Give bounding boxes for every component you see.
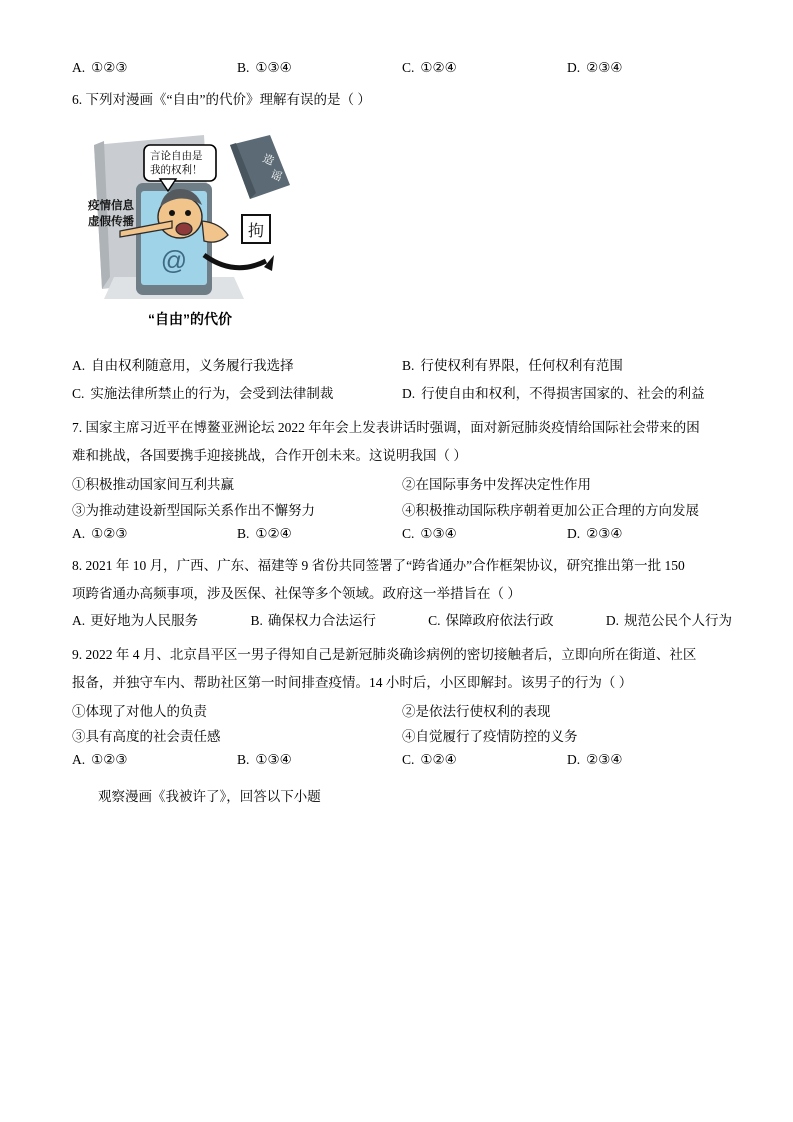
q8-option-d[interactable] <box>606 610 732 633</box>
q7-option-a-label: A. <box>72 525 86 541</box>
q5-option-d-label: D. <box>567 60 581 75</box>
q5-option-a[interactable] <box>72 58 237 78</box>
bubble-line-1: 言论自由是 <box>150 150 203 163</box>
cartoon-svg <box>84 127 296 303</box>
q8-option-d-label: D. <box>605 612 619 628</box>
arrow-label-zaoyao: 造 <box>260 152 276 169</box>
figure-caption: “自由”的代价 <box>148 311 232 328</box>
q7-option-b-text: ①②④ <box>255 525 292 541</box>
material-note: 观察漫画《我被许了》，回答以下小题 <box>98 789 321 805</box>
q9-option-a-text: ①②③ <box>91 751 128 767</box>
q9-option-c-text: ①②④ <box>420 751 457 767</box>
q6-option-a-label: A. <box>72 358 86 374</box>
q7-sub-option-3: ③为推动建设新型国际关系作出不懈努力 <box>72 502 315 518</box>
q5-option-a-label: A. <box>72 60 86 75</box>
arrow-label-yao: 谣 <box>268 168 284 185</box>
q5-option-c-text: ①②④ <box>420 60 457 75</box>
q8-option-a[interactable] <box>72 610 198 633</box>
q9-option-b-label: B. <box>237 751 250 767</box>
q8-stem-line-1: 8. 2021 年 10 月，广西、广东、福建等 9 省份共同签署了“跨省通办”合作框架协议，研究推出第一批 150 <box>72 557 685 573</box>
q6-option-a-text: 自由权利随意用，义务履行我选择 <box>91 358 294 374</box>
q5-option-b-text: ①③④ <box>255 60 292 75</box>
q8-option-c-text: 保障政府依法行政 <box>445 612 554 628</box>
screen-at-symbol: @ <box>160 245 188 276</box>
q8-option-c-label: C. <box>428 612 441 628</box>
q9-option-c-label: C. <box>402 751 415 767</box>
q9-options-row <box>72 750 732 770</box>
q5-option-d[interactable] <box>567 58 732 78</box>
q7-option-a-text: ①②③ <box>91 525 128 541</box>
q9-option-d-text: ②③④ <box>586 751 623 767</box>
q6-option-b-text: 行使权利有界限，任何权利有范围 <box>420 358 623 374</box>
q6-option-d-text: 行使自由和权利，不得损害国家的、社会的利益 <box>421 385 705 401</box>
q7-sub-option-1: ①积极推动国家间互利共赢 <box>72 477 234 493</box>
q7-option-b[interactable] <box>237 524 402 544</box>
q8-option-c[interactable] <box>428 610 553 633</box>
q5-option-a-text: ①②③ <box>91 60 128 75</box>
q9-stem-line-1: 9. 2022 年 4 月、北京昌平区一男子得知自己是新冠肺炎确诊病例的密切接触者后，立即向所在街道、社区 <box>72 646 697 662</box>
q7-option-c-text: ①③④ <box>420 525 457 541</box>
q7-sub-option-2: ②在国际事务中发挥决定性作用 <box>402 477 591 493</box>
left-label-line-2: 虚假传播 <box>88 216 134 229</box>
q6-option-a[interactable] <box>72 355 402 377</box>
q8-option-a-text: 更好地为人民服务 <box>90 612 199 628</box>
left-label-line-1: 疫情信息 <box>88 200 134 213</box>
q5-option-d-text: ②③④ <box>586 60 623 75</box>
q7-option-a[interactable] <box>72 524 237 544</box>
q9-sub-option-2: ②是依法行使权利的表现 <box>402 703 551 719</box>
q8-stem-line-2: 项跨省通办高频事项，涉及医保、社保等多个领域。政府这一举措旨在（ ） <box>72 585 521 601</box>
q6-option-b-label: B. <box>402 358 415 374</box>
q8-option-a-label: A. <box>72 612 86 628</box>
cartoon-illustration <box>84 127 296 303</box>
q7-sub-options <box>72 472 732 523</box>
q6-figure <box>84 127 296 329</box>
q5-options-row <box>72 58 732 78</box>
q5-option-b-label: B. <box>237 60 250 75</box>
q9-option-d[interactable] <box>567 750 732 770</box>
q7-option-c-label: C. <box>402 525 415 541</box>
q7-option-c[interactable] <box>402 524 567 544</box>
q7-option-d-text: ②③④ <box>586 525 623 541</box>
q7-stem-line-1: 7. 国家主席习近平在博鳌亚洲论坛 2022 年年会上发表讲话时强调，面对新冠肺炎疫情给国际社会带来的困 <box>72 420 700 436</box>
q7-option-d[interactable] <box>567 524 732 544</box>
q6-option-d-label: D. <box>402 385 416 401</box>
q9-sub-option-3: ③具有高度的社会责任感 <box>72 729 221 745</box>
q9-option-a[interactable] <box>72 750 237 770</box>
q6-option-c[interactable] <box>72 383 402 405</box>
q7-sub-option-4: ④积极推动国际秩序朝着更加公正合理的方向发展 <box>402 502 699 518</box>
q6-option-b[interactable] <box>402 355 732 377</box>
q9-sub-option-1: ①体现了对他人的负责 <box>72 703 207 719</box>
q6-option-c-label: C. <box>72 385 85 401</box>
q8-option-b[interactable] <box>250 610 375 633</box>
q9-option-c[interactable] <box>402 750 567 770</box>
bubble-line-2: 我的权利！ <box>150 164 203 177</box>
q7-option-d-label: D. <box>567 525 581 541</box>
q6-options-row-2 <box>72 383 732 405</box>
q9-option-a-label: A. <box>72 751 86 767</box>
q9-option-d-label: D. <box>567 751 581 767</box>
q9-sub-options <box>72 699 732 750</box>
q5-option-c[interactable] <box>402 58 567 78</box>
q5-option-b[interactable] <box>237 58 402 78</box>
q7-stem-line-2: 难和挑战，各国要携手迎接挑战，合作开创未来。这说明我国（ ） <box>72 448 467 464</box>
q7-option-b-label: B. <box>237 525 250 541</box>
q6-stem: 6. 下列对漫画《“自由”的代价》理解有误的是（ ） <box>72 92 371 108</box>
q8-option-b-text: 确保权力合法运行 <box>267 612 376 628</box>
q8-option-d-text: 规范公民个人行为 <box>623 612 732 628</box>
q9-sub-option-4: ④自觉履行了疫情防控的义务 <box>402 729 578 745</box>
q5-option-c-label: C. <box>402 60 415 75</box>
q8-option-b-label: B. <box>250 612 263 628</box>
stamp-text: 拘 <box>247 223 265 241</box>
q6-option-d[interactable] <box>402 383 732 405</box>
page-content <box>72 58 732 810</box>
q9-stem-line-2: 报备，并独守车内、帮助社区第一时间排查疫情。14 小时后，小区即解封。该男子的行为（ ） <box>72 674 633 690</box>
q9-option-b-text: ①③④ <box>255 751 292 767</box>
q6-options-row-1 <box>72 355 732 377</box>
q6-option-c-text: 实施法律所禁止的行为，会受到法律制裁 <box>90 385 334 401</box>
q9-option-b[interactable] <box>237 750 402 770</box>
q7-options-row <box>72 524 732 544</box>
q8-options-row <box>72 610 732 633</box>
